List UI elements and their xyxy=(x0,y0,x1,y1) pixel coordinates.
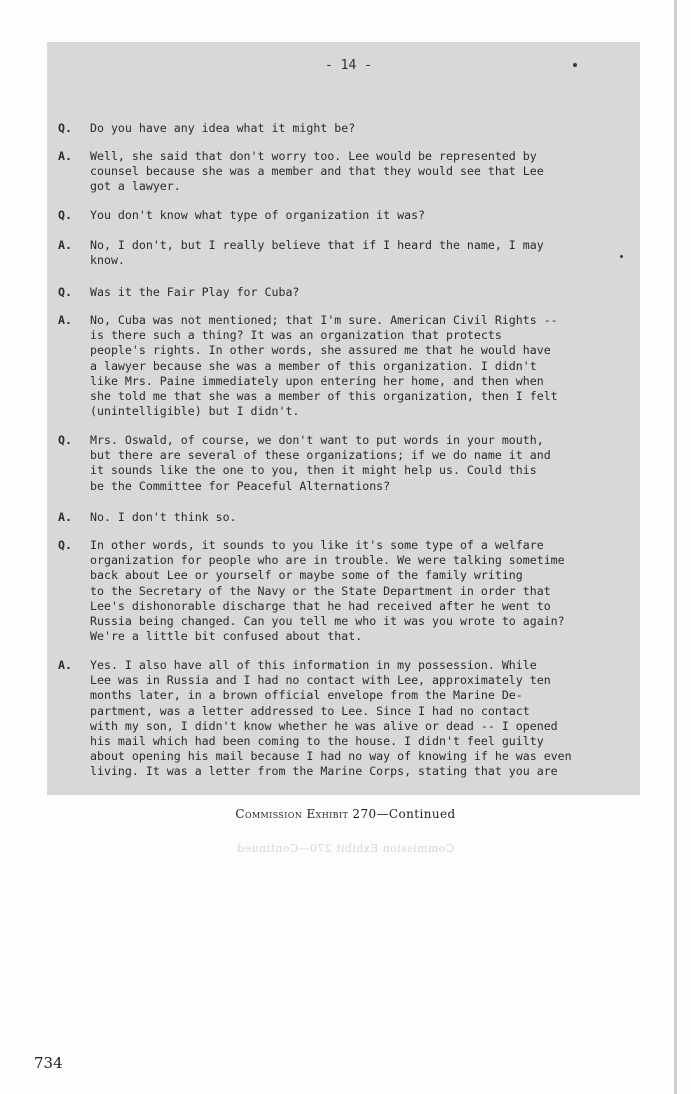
entry-text: You don't know what type of organization it was? xyxy=(90,208,426,222)
exhibit-caption xyxy=(0,807,691,821)
bleed-through-caption: Commission Exhibit 270—Continued xyxy=(236,842,455,855)
exhibit-caption-suffix: —Continued xyxy=(376,807,456,821)
entry-text: Yes. I also have all of this information in my possession. While Lee was in Russia and I had no contact with Lee, approximately ten months later, in a brown official envelope from the Marine De- partment, was a letter addressed to Lee. Since I had no contact with my son, I didn't know whether he was alive or dead -- I opened his mail which had been coming to the house. I didn't feel guilty about opening his mail because I had no way of knowing if he was even living. It was a letter from the Marine Corps, stating that you are xyxy=(90,658,572,779)
entry-text: No, Cuba was not mentioned; that I'm sure. American Civil Rights -- is there such a thing? It was an organization that protects people's rights. In other words, she assured me that he would have a lawyer because she was a member of this organization. I didn't like Mrs. Paine immediately upon entering her home, and then when she told me that she was a member of this organization, then I felt (unintelligible) but I didn't. xyxy=(90,313,558,419)
entry-text: No, I don't, but I really believe that if I heard the name, I may know. xyxy=(90,238,544,268)
transcript-entry xyxy=(58,285,618,300)
transcript-entry xyxy=(58,149,618,195)
speaker-marker: Q. xyxy=(58,285,72,299)
speaker-marker: Q. xyxy=(58,208,72,222)
transcript-entry xyxy=(58,538,618,644)
speaker-marker: A. xyxy=(58,149,72,163)
speaker-marker: A. xyxy=(58,238,72,252)
ink-speck xyxy=(573,63,577,67)
speaker-marker: Q. xyxy=(58,433,72,447)
entry-text: Was it the Fair Play for Cuba? xyxy=(90,285,300,299)
entry-text: Do you have any idea what it might be? xyxy=(90,121,356,135)
entry-text: Mrs. Oswald, of course, we don't want to put words in your mouth, but there are several of these organizations; if we do name it and it sounds like the one to you, then it might help us. Could this be the Committee for Peaceful Alternations? xyxy=(90,433,551,493)
entry-text: Well, she said that don't worry too. Lee would be represented by counsel because she was a member and that they would see that Lee got a lawyer. xyxy=(90,149,544,194)
transcript-entry xyxy=(58,658,618,780)
speaker-marker: A. xyxy=(58,313,72,327)
speaker-marker: Q. xyxy=(58,538,72,552)
page-number: - 14 - xyxy=(325,58,372,73)
transcript-entry xyxy=(58,433,618,494)
transcript-entry xyxy=(58,510,618,525)
ink-speck xyxy=(620,255,623,258)
speaker-marker: A. xyxy=(58,658,72,672)
speaker-marker: A. xyxy=(58,510,72,524)
entry-text: No. I don't think so. xyxy=(90,510,237,524)
speaker-marker: Q. xyxy=(58,121,72,135)
transcript-entry xyxy=(58,208,618,223)
transcript-entry xyxy=(58,313,618,419)
folio-number: 734 xyxy=(34,1054,63,1072)
transcript-entry xyxy=(58,121,618,136)
entry-text: In other words, it sounds to you like it's some type of a welfare organization for people who are in trouble. We were talking sometime back about Lee or yourself or maybe some of the family writing to the Secretary of the Navy or the State Department in order that Lee's dishonorable discharge that he had received after he went to Russia being changed. Can you tell me who it was you wrote to again? We're a little bit confused about that. xyxy=(90,538,565,644)
exhibit-caption-label: Commission Exhibit 270 xyxy=(235,807,377,821)
page-edge-shadow xyxy=(674,0,677,1094)
transcript-entry xyxy=(58,238,618,268)
